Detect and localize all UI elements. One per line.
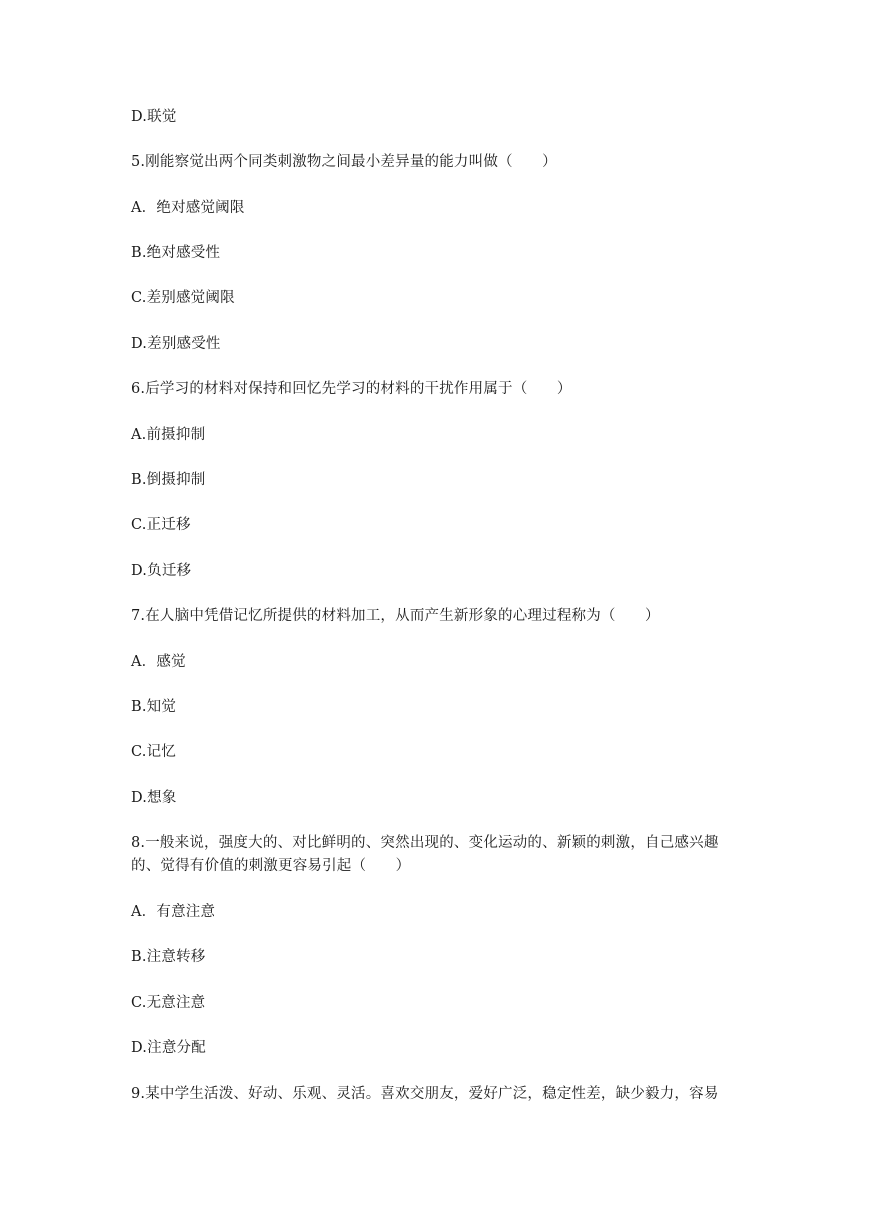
question-9: 9.某中学生活泼、好动、乐观、灵活。喜欢交朋友，爱好广泛，稳定性差，缺少毅力，容易: [131, 1086, 719, 1102]
q5-option-a: A．绝对感觉阈限: [131, 200, 245, 216]
option-d-synesthesia: D.联觉: [131, 109, 177, 125]
q6-option-d: D.负迁移: [131, 563, 192, 579]
q6-option-a: A.前摄抑制: [131, 427, 206, 443]
question-8: 8.一般来说，强度大的、对比鲜明的、突然出现的、变化运动的、新颖的刺激，自己感兴趣的、觉得有价值的刺激更容易引起（ ）: [131, 835, 719, 874]
q7-option-d: D.想象: [131, 790, 177, 806]
q8-option-c: C.无意注意: [131, 995, 206, 1011]
q8-option-a: A．有意注意: [131, 904, 216, 920]
q5-option-b: B.绝对感受性: [131, 245, 221, 261]
q6-option-b: B.倒摄抑制: [131, 472, 206, 488]
q7-option-a: A．感觉: [131, 654, 186, 670]
q8-option-d: D.注意分配: [131, 1040, 206, 1056]
q7-option-b: B.知觉: [131, 699, 177, 715]
q5-option-d: D.差别感受性: [131, 336, 221, 352]
q8-option-b: B.注意转移: [131, 949, 206, 965]
question-5: 5.刚能察觉出两个同类刺激物之间最小差异量的能力叫做（ ）: [131, 154, 557, 170]
q6-option-c: C.正迁移: [131, 517, 191, 533]
question-7: 7.在人脑中凭借记忆所提供的材料加工，从而产生新形象的心理过程称为（ ）: [131, 608, 660, 624]
q5-option-c: C.差别感觉阈限: [131, 290, 235, 306]
question-6: 6.后学习的材料对保持和回忆先学习的材料的干扰作用属于（ ）: [131, 381, 572, 397]
q7-option-c: C.记忆: [131, 744, 176, 760]
